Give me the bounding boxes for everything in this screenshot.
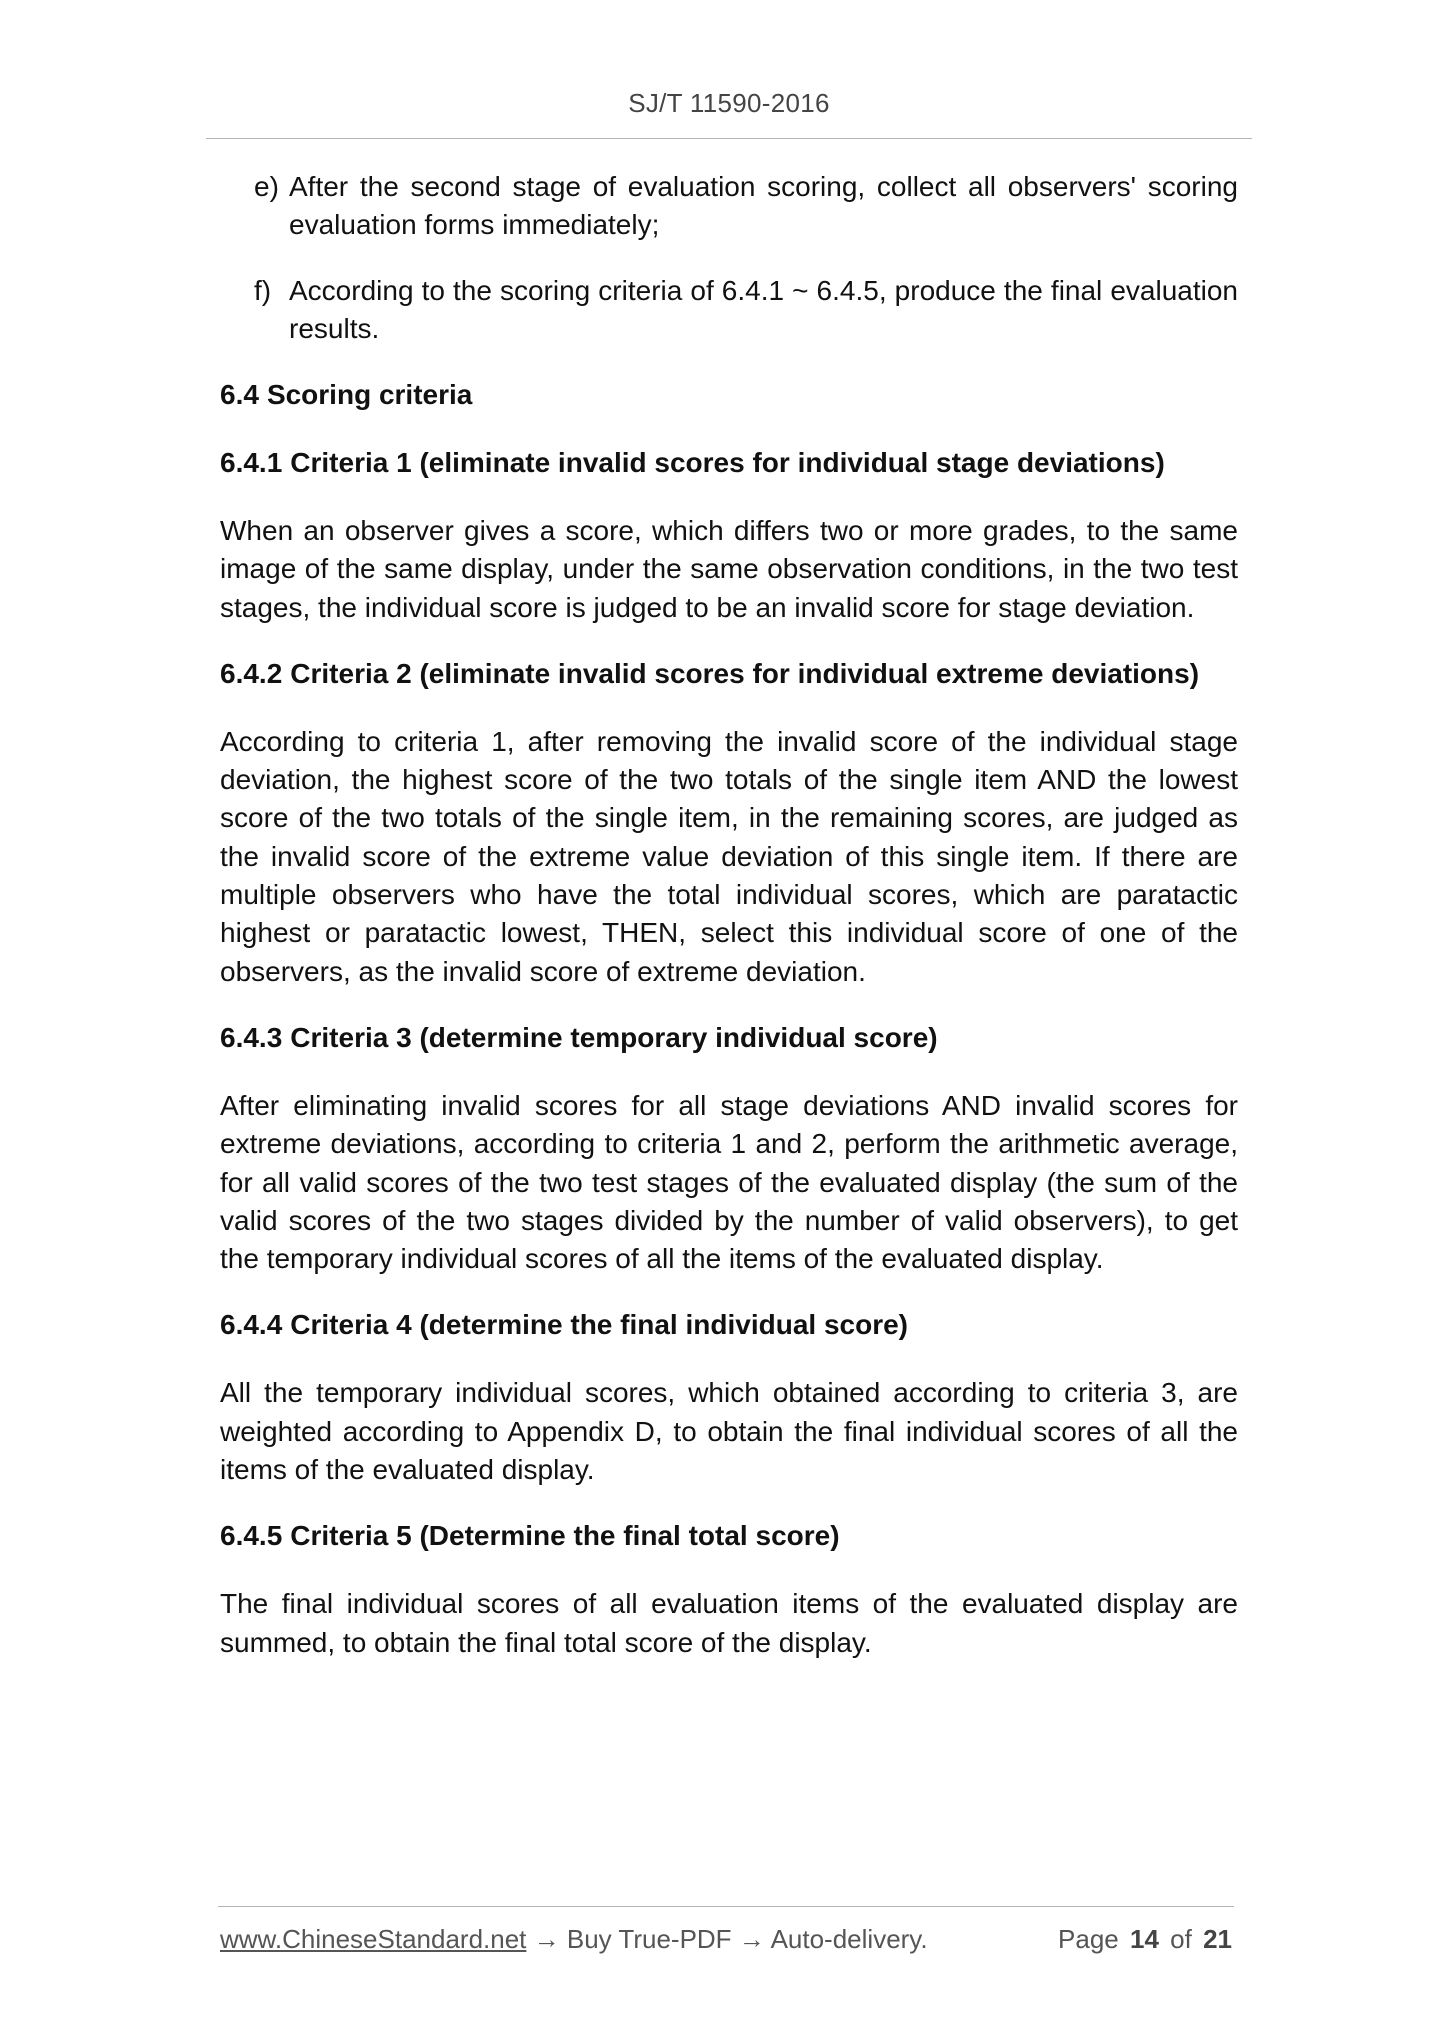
page-of-label: of	[1170, 1924, 1192, 1954]
page-current-number: 14	[1130, 1924, 1159, 1954]
section-number: 6.4	[220, 379, 259, 410]
section-heading-6-4-1	[220, 444, 1238, 482]
list-marker: e)	[254, 171, 279, 202]
section-heading-6-4-3	[220, 1019, 1238, 1057]
section-title: Criteria 1 (eliminate invalid scores for individual stage deviations)	[290, 447, 1165, 478]
page-label: Page	[1058, 1924, 1119, 1954]
header-divider	[206, 138, 1252, 139]
section-paragraph-6-4-2: According to criteria 1, after removing the invalid score of the individual stage deviation, the highest score of the two totals of the single item AND the lowest score of the two totals of the single item, in the remaining scores, are judged as the invalid score of the extreme value deviation of this single item. If there are multiple observers who have the total individual scores, which are paratactic highest or paratactic lowest, THEN, select this individual score of one of the observers, as the invalid score of extreme deviation.	[220, 725, 1238, 987]
list-marker: f)	[254, 275, 272, 306]
section-number: 6.4.5	[220, 1520, 283, 1552]
section-paragraph-6-4-1: When an observer gives a score, which differs two or more grades, to the same image of the same display, under the same observation conditions, in the two test stages, the individual score is judged to be an invalid score for stage deviation.	[220, 515, 1238, 623]
section-title: Criteria 2 (eliminate invalid scores for individual extreme deviations)	[290, 657, 1200, 689]
section-title: Criteria 4 (determine the final individual score)	[290, 1309, 908, 1341]
section-number: 6.4.3	[220, 1021, 283, 1053]
section-number: 6.4.1	[220, 447, 283, 478]
footer-divider	[218, 1906, 1234, 1907]
list-item-text: According to the scoring criteria of 6.4.1 ~ 6.4.5, produce the final evaluation results.	[289, 275, 1238, 344]
document-body	[220, 168, 1238, 1690]
footer-promo-text: → Buy True-PDF → Auto-delivery.	[526, 1924, 928, 1954]
section-heading-6-4	[220, 376, 1238, 414]
page-indicator	[1054, 1924, 1232, 1955]
section-number: 6.4.4	[220, 1309, 283, 1341]
list-item-e	[254, 168, 1238, 244]
page-header-title: SJ/T 11590-2016	[628, 88, 830, 118]
page-footer	[220, 1924, 1232, 1955]
section-paragraph-6-4-5: The final individual scores of all evaluation items of the evaluated display are summed, to obtain the final total score of the display.	[220, 1588, 1238, 1658]
list-item-f	[254, 272, 1238, 348]
section-title: Scoring criteria	[266, 379, 473, 410]
section-paragraph-6-4-4: All the temporary individual scores, which obtained according to criteria 3, are weighted according to Appendix D, to obtain the final individual scores of all the items of the evaluated display.	[220, 1377, 1238, 1486]
section-heading-6-4-5	[220, 1517, 1238, 1555]
section-paragraph-6-4-3: After eliminating invalid scores for all stage deviations AND invalid scores for extreme deviations, according to criteria 1 and 2, perform the arithmetic average, for all valid scores of the two test stages of the evaluated display (the sum of the valid scores of the two stages divided by the number of valid observers), to get the temporary individual scores of all the items of the evaluated display.	[220, 1089, 1238, 1275]
section-title: Criteria 5 (Determine the final total score)	[290, 1520, 840, 1552]
list-item-text: After the second stage of evaluation scoring, collect all observers' scoring evaluation forms immediately;	[289, 171, 1238, 240]
website-link[interactable]: www.ChineseStandard.net	[220, 1924, 527, 1954]
section-title: Criteria 3 (determine temporary individual score)	[290, 1021, 938, 1053]
section-number: 6.4.2	[220, 657, 283, 689]
section-heading-6-4-2	[220, 655, 1238, 693]
page-total-number: 21	[1203, 1924, 1232, 1954]
footer-left	[220, 1924, 928, 1955]
section-heading-6-4-4	[220, 1306, 1238, 1344]
